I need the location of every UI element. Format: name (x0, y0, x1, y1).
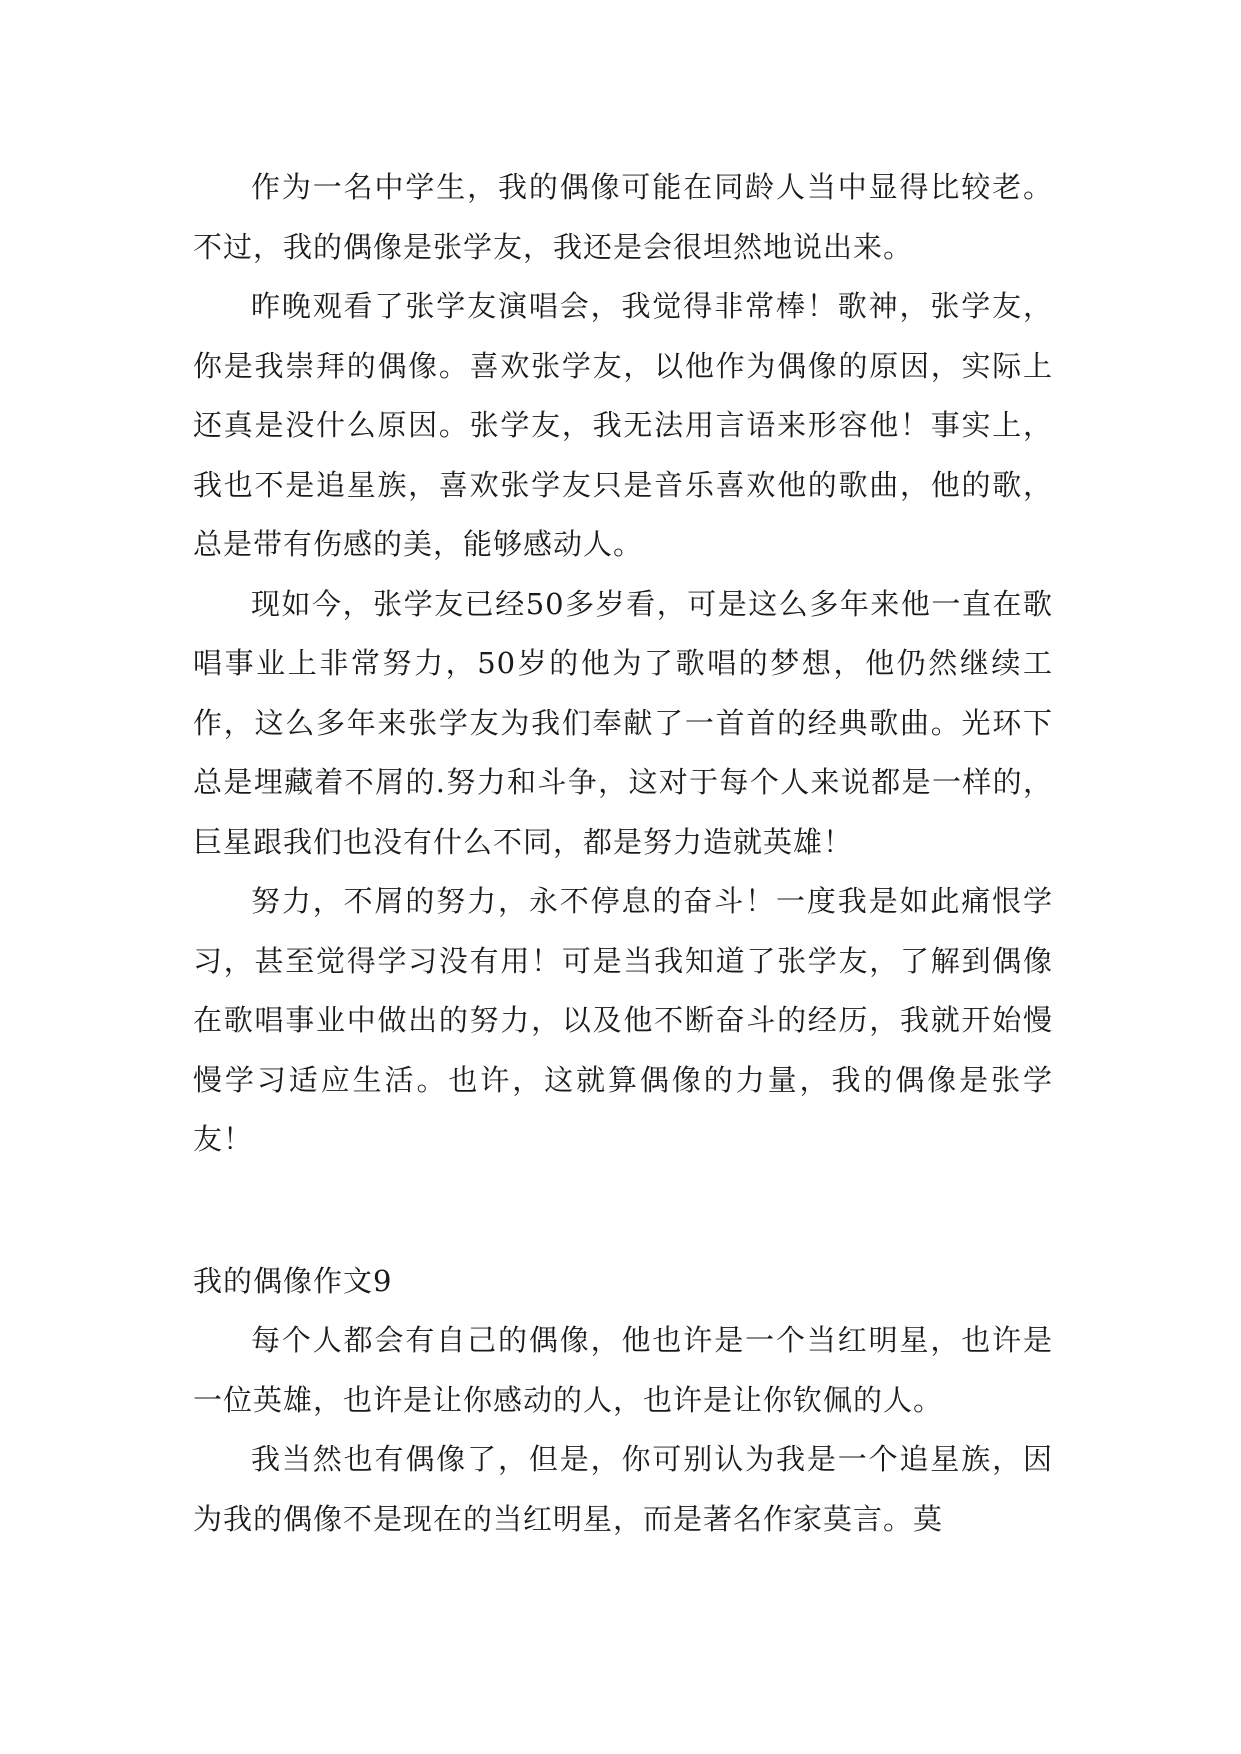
paragraph-everyone-idol: 每个人都会有自己的偶像，他也许是一个当红明星，也许是一位英雄，也许是让你感动的人，也许是让你钦佩的人。 (193, 1323, 1053, 1417)
paragraph-effort: 努力，不屑的努力，永不停息的奋斗！一度我是如此痛恨学习，甚至觉得学习没有用！可是当我知道了张学友，了解到偶像在歌唱事业中做出的努力，以及他不断奋斗的经历，我就开始慢慢学习适应生活。也许，这就算偶像的力量，我的偶像是张学友！ (193, 884, 1053, 1156)
section-heading: 我的偶像作文9 (193, 1263, 393, 1298)
document-page (193, 158, 1053, 1549)
paragraph-my-idol: 我当然也有偶像了，但是，你可别认为我是一个追星族，因为我的偶像不是现在的当红明星，而是著名作家莫言。莫 (193, 1442, 1053, 1536)
paragraph-concert: 昨晚观看了张学友演唱会，我觉得非常棒！歌神，张学友，你是我崇拜的偶像。喜欢张学友，以他作为偶像的原因，实际上还真是没什么原因。张学友，我无法用言语来形容他！事实上，我也不是追星族，喜欢张学友只是音乐喜欢他的歌曲，他的歌，总是带有伤感的美，能够感动人。 (193, 289, 1053, 561)
paragraph-career: 现如今，张学友已经50多岁看，可是这么多年来他一直在歌唱事业上非常努力，50岁的他为了歌唱的梦想，他仍然继续工作，这么多年来张学友为我们奉献了一首首的经典歌曲。光环下总是埋藏着不屑的.努力和斗争，这对于每个人来说都是一样的，巨星跟我们也没有什么不同，都是努力造就英雄！ (193, 586, 1053, 859)
paragraph-intro: 作为一名中学生，我的偶像可能在同龄人当中显得比较老。不过，我的偶像是张学友，我还是会很坦然地说出来。 (193, 170, 1053, 264)
